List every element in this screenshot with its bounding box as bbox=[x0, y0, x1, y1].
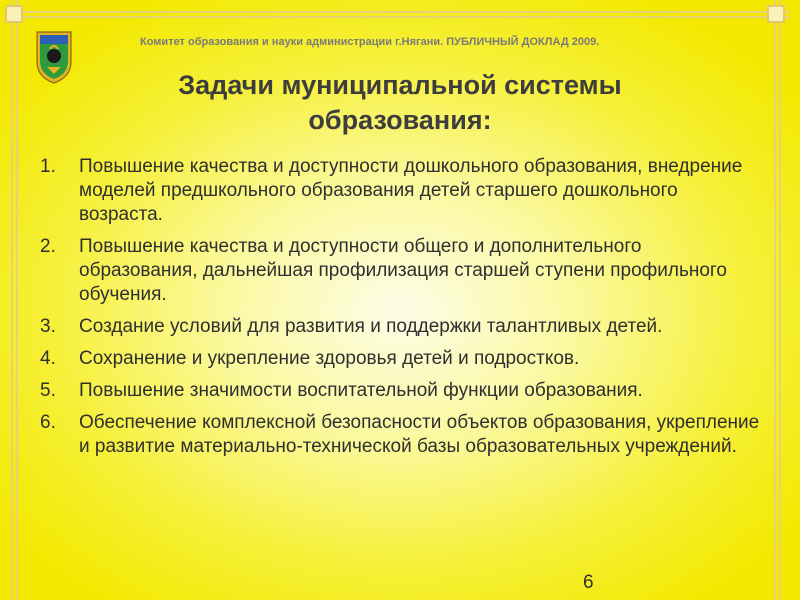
slide-title-line-2: образования: bbox=[308, 105, 492, 135]
slide-title bbox=[100, 68, 700, 138]
list-item-number: 2. bbox=[40, 236, 56, 257]
list-item-number: 4. bbox=[40, 348, 56, 369]
frame-line-left-inner bbox=[16, 0, 18, 600]
frame-line-right-outer bbox=[779, 0, 781, 600]
list-item bbox=[40, 347, 760, 371]
list-item-text: Обеспечение комплексной безопасности объектов образования, укрепление и развитие материально-технической базы образовательных учреждений. bbox=[79, 412, 760, 457]
frame-line-top-inner bbox=[10, 16, 790, 18]
list-item bbox=[40, 379, 760, 403]
list-item bbox=[40, 155, 760, 227]
list-item bbox=[40, 315, 760, 339]
list-item-number: 6. bbox=[40, 412, 56, 433]
list-item-text: Сохранение и укрепление здоровья детей и подростков. bbox=[79, 348, 580, 369]
list-item-text: Повышение значимости воспитательной функции образования. bbox=[79, 380, 643, 401]
report-header: Комитет образования и науки администрации г.Нягани. ПУБЛИЧНЫЙ ДОКЛАД 2009. bbox=[140, 36, 600, 48]
page-number: 6 bbox=[583, 572, 594, 593]
list-item-number: 5. bbox=[40, 380, 56, 401]
list-item-text: Повышение качества и доступности общего и дополнительного образования, дальнейшая профилизация старшей ступени профильного обучения. bbox=[79, 236, 728, 305]
list-item-text: Повышение качества и доступности дошкольного образования, внедрение моделей предшкольного образования детей старшего дошкольного возраста. bbox=[79, 156, 743, 225]
frame-line-top-outer bbox=[10, 11, 790, 13]
nyagan-coat-of-arms-icon bbox=[33, 29, 75, 85]
frame-line-right-inner bbox=[774, 0, 776, 600]
frame-corner-top-left bbox=[5, 5, 23, 23]
list-item-text: Создание условий для развития и поддержки талантливых детей. bbox=[79, 316, 663, 337]
frame-line-left-outer bbox=[11, 0, 13, 600]
slide-title-line-1: Задачи муниципальной системы bbox=[178, 70, 622, 100]
list-item bbox=[40, 411, 760, 459]
frame-corner-top-right bbox=[767, 5, 785, 23]
tasks-list bbox=[40, 155, 760, 467]
list-item bbox=[40, 235, 760, 307]
list-item-number: 1. bbox=[40, 156, 56, 177]
list-item-number: 3. bbox=[40, 316, 56, 337]
